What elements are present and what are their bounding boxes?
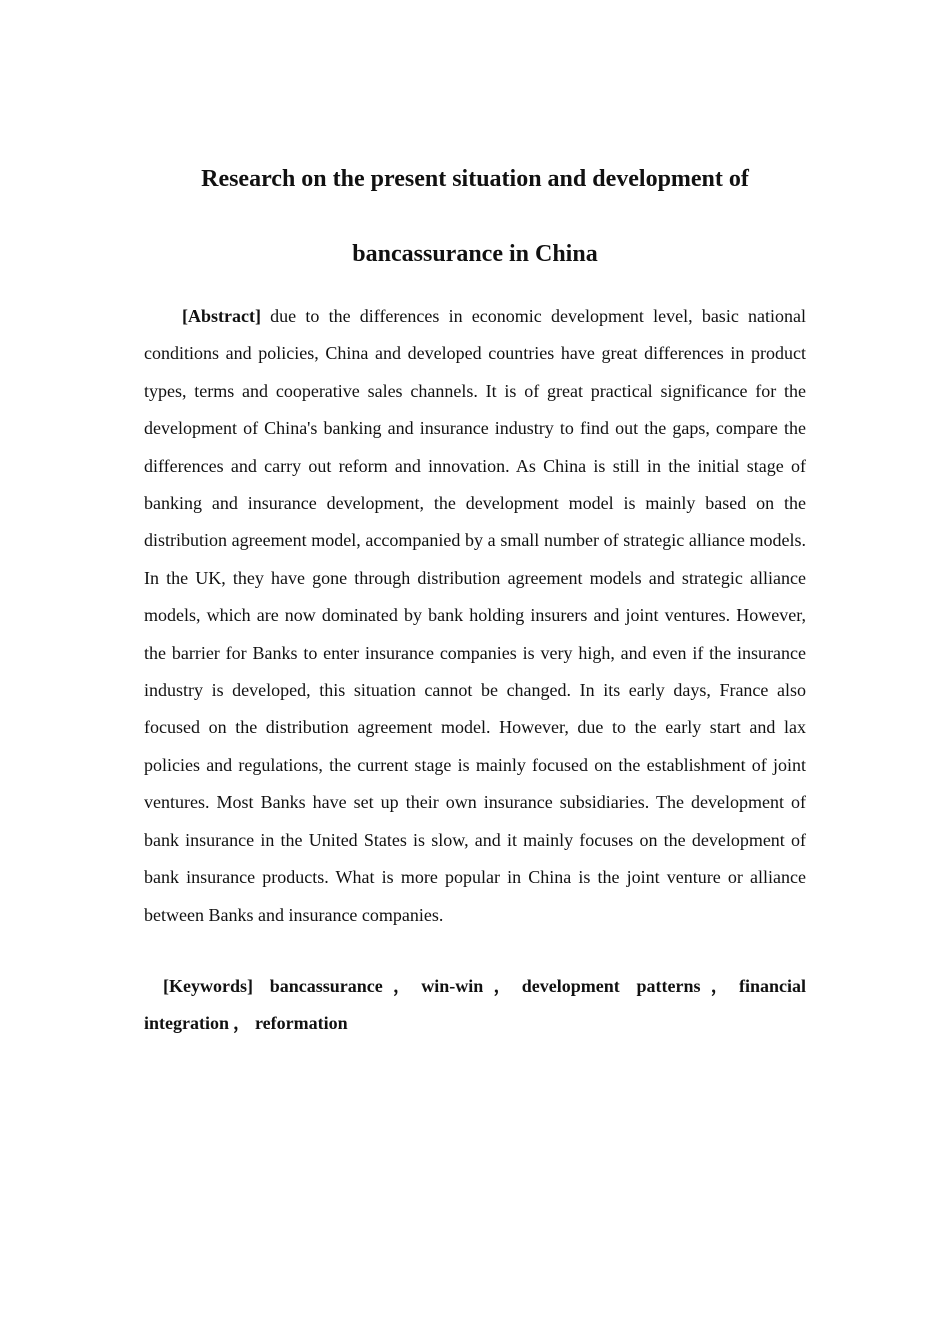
keyword-separator: ， (233, 1013, 251, 1034)
keyword-item: development patterns (521, 976, 701, 996)
keyword-item: financial integration (144, 976, 807, 1034)
keyword-separator: ， (487, 976, 518, 996)
keyword-item: win-win (421, 976, 484, 996)
paper-title (144, 142, 806, 292)
title-line-2: bancassurance in China (352, 241, 598, 267)
keywords-label: [Keywords] (163, 976, 253, 996)
keyword-separator: ， (704, 976, 735, 996)
abstract-label: [Abstract] (182, 306, 261, 326)
keyword-separator: ， (386, 976, 418, 996)
abstract-text: due to the differences in economic development level, basic national conditions and policies, China and developed countries have great differences in product types, terms and cooperative sales channels. It is of great practical significance for the development of China's banking and insurance industry to find out the gaps, compare the differences and carry out reform and innovation. As China is still in the initial stage of banking and insurance development, the development model is mainly based on the distribution agreement model, accompanied by a small number of strategic alliance models. In the UK, they have gone through distribution agreement models and strategic alliance models, which are now dominated by bank holding insurers and joint ventures. However, the barrier for Banks to enter insurance companies is very high, and even if the insurance industry is developed, this situation cannot be changed. In its early days, France also focused on the distribution agreement model. However, due to the early start and lax policies and regulations, the current stage is mainly focused on the establishment of joint ventures. Most Banks have set up their own insurance subsidiaries. The development of bank insurance in the United States is slow, and it mainly focuses on the development of bank insurance products. What is more popular in China is the joint venture or alliance between Banks and insurance companies. (144, 306, 806, 925)
abstract-paragraph (144, 298, 806, 934)
keyword-item: bancassurance (269, 976, 383, 996)
title-line-1: Research on the present situation and development of (201, 166, 749, 192)
keyword-item: reformation (255, 1013, 348, 1034)
keywords-paragraph (144, 968, 806, 1043)
